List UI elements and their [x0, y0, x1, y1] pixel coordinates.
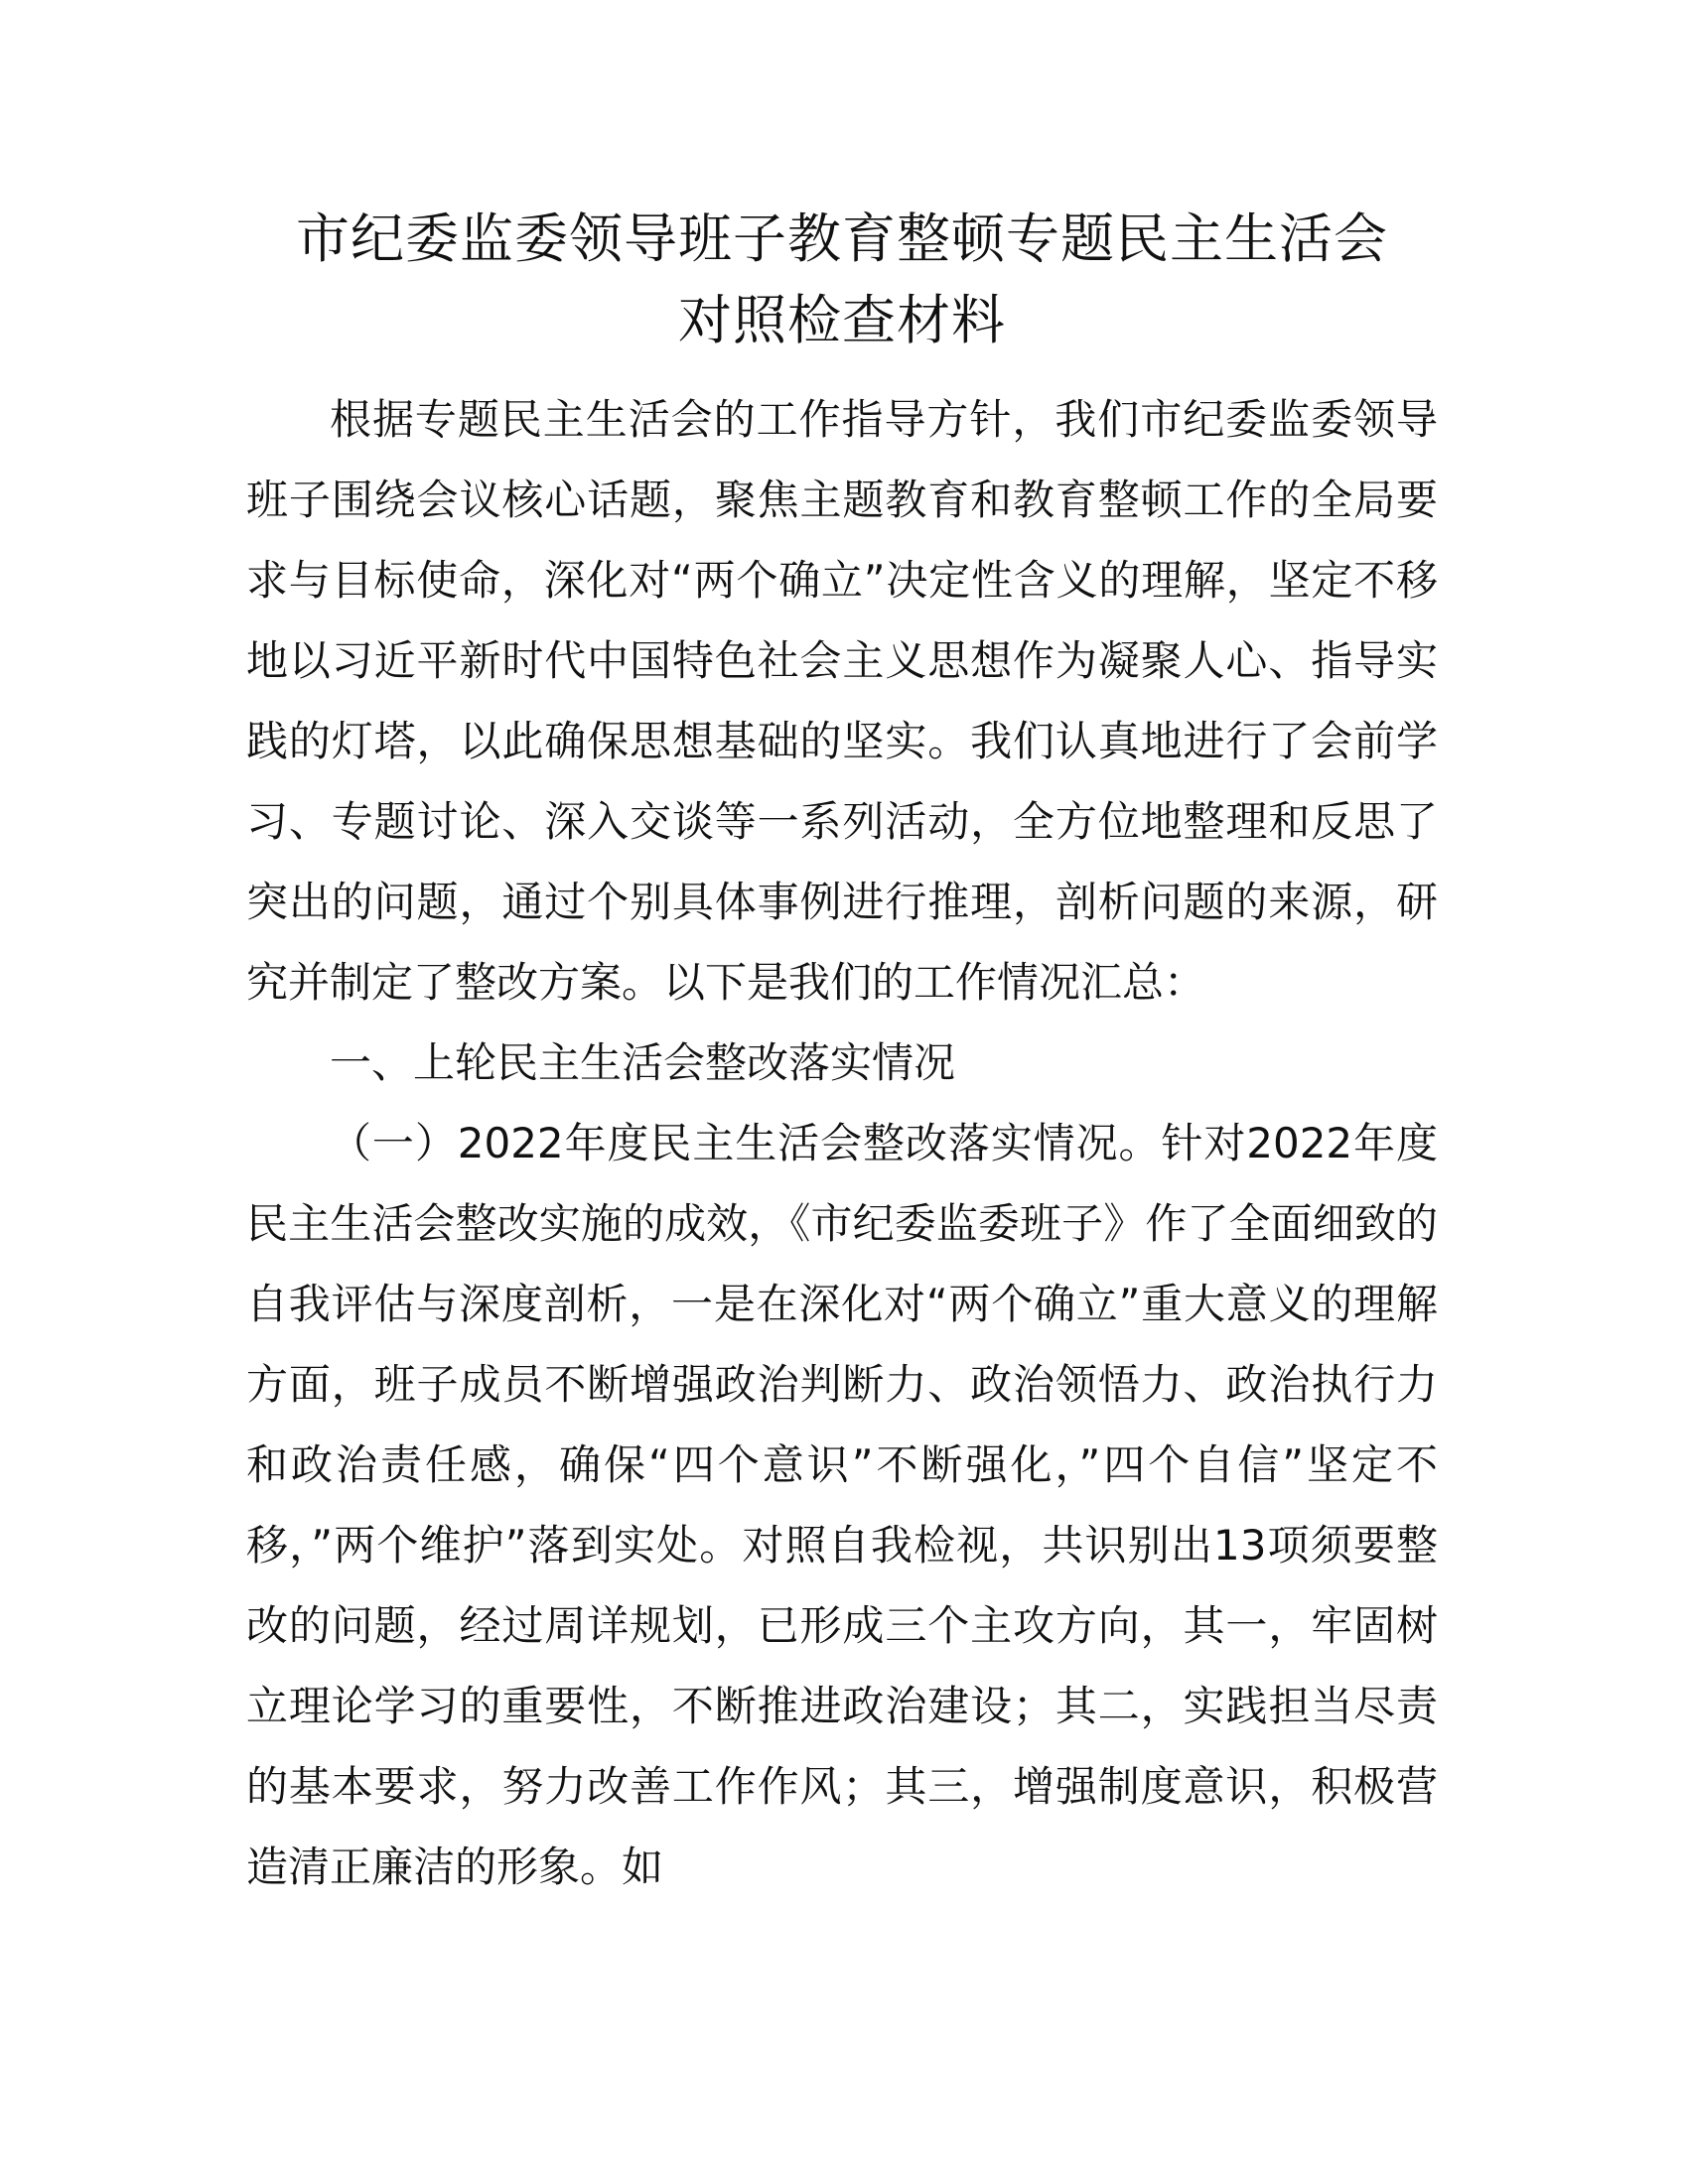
document-title: [246, 199, 1438, 361]
intro-paragraph: 根据专题民主生活会的工作指导方针，我们市纪委监委领导班子围绕会议核心话题，聚焦主题教育和教育整顿工作的全局要求与目标使命，深化对“两个确立”决定性含义的理解，坚定不移地以习近平新时代中国特色社会主义思想作为凝聚人心、指导实践的灯塔，以此确保思想基础的坚实。我们认真地进行了会前学习、专题讨论、深入交谈等一系列活动，全方位地整理和反思了突出的问题，通过个别具体事例进行推理，剖析问题的来源，研究并制定了整改方案。以下是我们的工作情况汇总：: [246, 395, 1438, 1007]
title-line-2: 对照检查材料: [678, 289, 1006, 351]
title-line-1: 市纪委监委领导班子教育整顿专题民主生活会: [296, 207, 1388, 270]
subsection-paragraph: （一）2022年度民主生活会整改落实情况。针对2022年度民主生活会整改实施的成效，《市纪委监委班子》作了全面细致的自我评估与深度剖析，一是在深化对“两个确立”重大意义的理解方面，班子成员不断增强政治判断力、政治领悟力、政治执行力和政治责任感，确保“四个意识”不断强化，”四个自信”坚定不移，”两个维护”落到实处。对照自我检视，共识别出13项须要整改的问题，经过周详规划，已形成三个主攻方向，其一，牢固树立理论学习的重要性，不断推进政治建设；其二，实践担当尽责的基本要求，努力改善工作作风；其三，增强制度意识，积极营造清正廉洁的形象。如: [246, 1119, 1438, 1891]
document-body: [246, 379, 1438, 1907]
section-heading: 一、上轮民主生活会整改落实情况: [330, 1038, 956, 1087]
